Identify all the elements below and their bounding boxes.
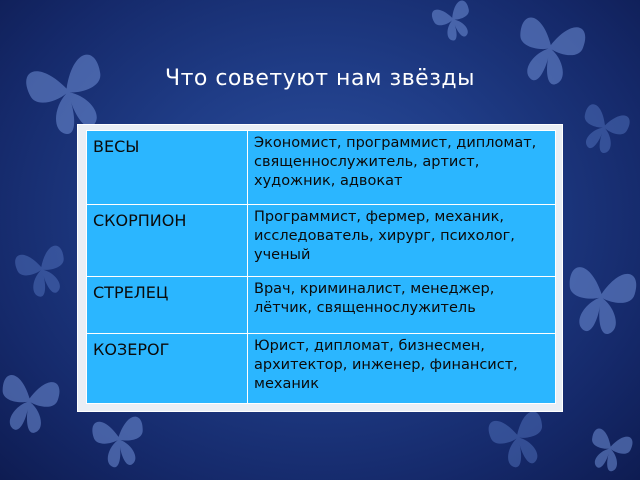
butterfly-icon (83, 401, 154, 479)
table-row (87, 205, 556, 277)
slide-title: Что советуют нам звёзды (164, 66, 475, 91)
butterfly-icon (554, 247, 640, 350)
table-row (87, 277, 556, 334)
professions-cell: Юрист, дипломат, бизнесмен, архитектор, инженер, финансист, механик (248, 334, 556, 404)
professions-cell: Программист, фермер, механик, исследователь, хирург, психолог, ученый (248, 205, 556, 277)
sign-cell: КОЗЕРОГ (87, 334, 248, 404)
sign-cell: СКОРПИОН (87, 205, 248, 277)
sign-cell: ВЕСЫ (87, 131, 248, 205)
table-row (87, 334, 556, 404)
table-row (87, 131, 556, 205)
butterfly-icon (578, 414, 640, 480)
butterfly-icon (4, 228, 80, 311)
butterfly-icon (567, 88, 640, 167)
professions-cell: Экономист, программист, дипломат, священнослужитель, артист, художник, адвокат (248, 131, 556, 205)
sign-cell: СТРЕЛЕЦ (87, 277, 248, 334)
butterfly-icon (422, 0, 483, 52)
zodiac-professions-table (86, 130, 556, 404)
professions-cell: Врач, криминалист, менеджер, лётчик, священнослужитель (248, 277, 556, 334)
zodiac-table-frame (78, 125, 562, 411)
butterfly-icon (0, 355, 71, 450)
